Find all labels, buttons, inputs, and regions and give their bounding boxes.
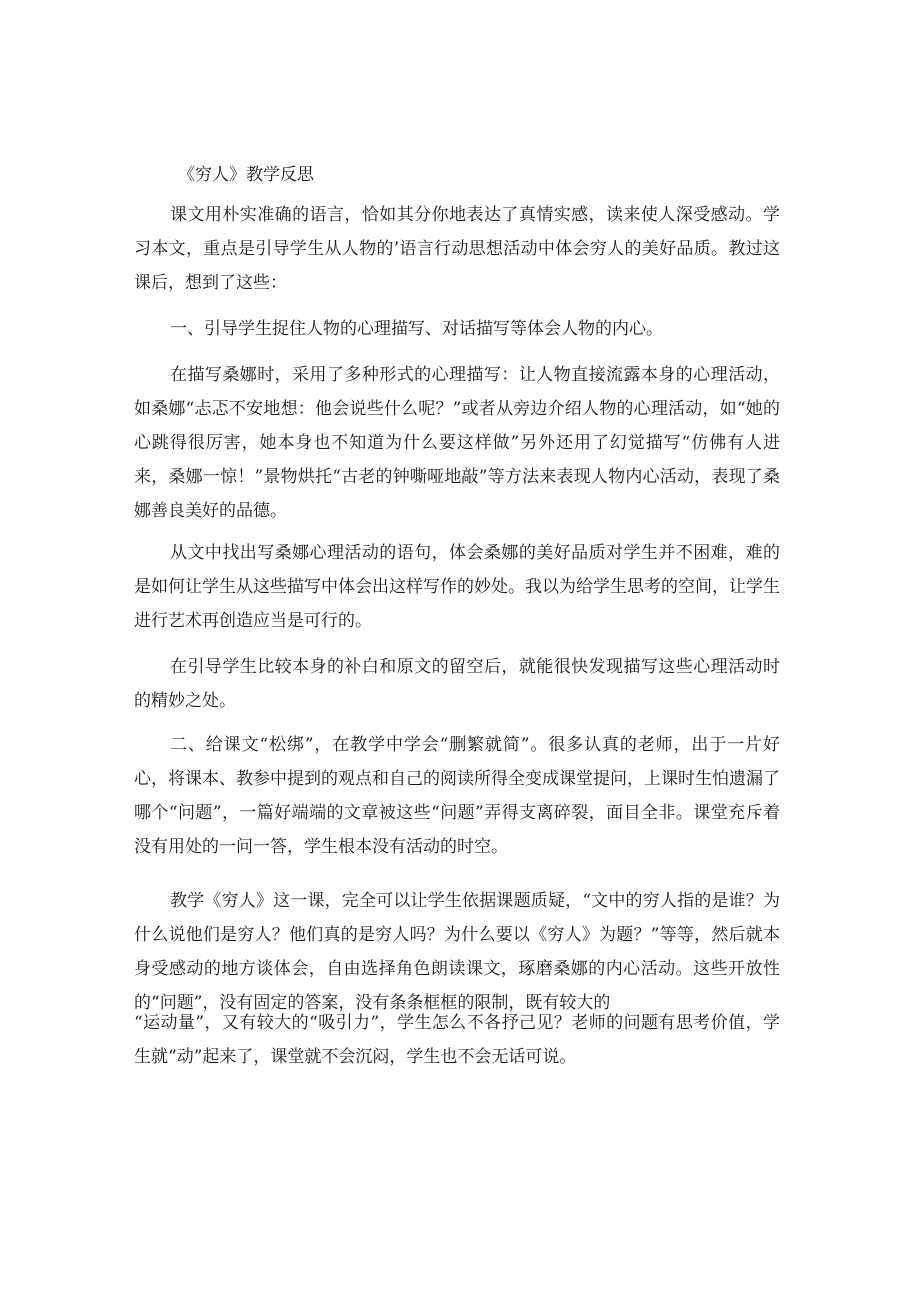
paragraph-find-sentences: 从文中找出写桑娜心理活动的语句，体会桑娜的美好品质对学生并不困难，难的是如何让学生从这些描写中体会出这样写作的妙处。我以为给学生思考的空间，让学生进行艺术再创造应当是可行的。 <box>134 543 780 631</box>
paragraph-heading-two: 二、给课文“松绑”，在教学中学会“删繁就简”。很多认真的老师，出于一片好心，将课本、教参中提到的观点和自己的阅读所得全变成课堂提问，上课时生怕遗漏了哪个“问题”，一篇好端端的文章被这些“问题”弄得支离碎裂，面目全非。课堂充斥着没有用处的一问一答，学生根本没有活动的时空。 <box>134 735 780 857</box>
paragraph-intro: 课文用朴实准确的语言，恰如其分你地表达了真情实感，读来使人深受感动。学习本文，重点是引导学生从人物的’语言行动思想活动中体会穷人的美好品质。教过这课后，想到了这些： <box>134 205 780 293</box>
paragraph-sangna-psychology: 在描写桑娜时，采用了多种形式的心理描写：让人物直接流露本身的心理活动，如桑娜“忐忑不安地想：他会说些什么呢？”或者从旁边介绍人物的心理活动，如“她的心跳得很厉害，她本身也不知道为什么要这样做”另外还用了幻觉描写“仿佛有人进来，桑娜一惊！”景物烘托“古老的钟嘶哑地敲”等方法来表现人物内心活动，表现了桑娜善良美好的品德。 <box>134 365 780 521</box>
paragraph-heading-one: 一、引导学生捉住人物的心理描写、对话描写等体会人物的内心。 <box>170 319 663 339</box>
paragraph-teaching-qiongren: 教学《穷人》这一课，完全可以让学生依据课题质疑，“文中的穷人指的是谁？为什么说他们是穷人？他们真的是穷人吗？为什么要以《穷人》为题？”等等，然后就本身受感动的地方谈体会，自由选择角色朗读课文，琢磨桑娜的内心活动。这些开放性的“问题”，没有固定的答案，没有条条框框的限制，既有较大的 <box>134 891 780 1013</box>
paragraph-compare-blanks: 在引导学生比较本身的补白和原文的留空后，就能很快发现描写这些心理活动时的精妙之处。 <box>134 657 780 711</box>
paragraph-conclusion: “运动量”，又有较大的“吸引力”，学生怎么不各抒己见？老师的问题有思考价值，学生就“动”起来了，课堂就不会沉闷，学生也不会无话可说。 <box>134 1013 780 1067</box>
document-title: 《穷人》教学反思 <box>178 165 314 185</box>
